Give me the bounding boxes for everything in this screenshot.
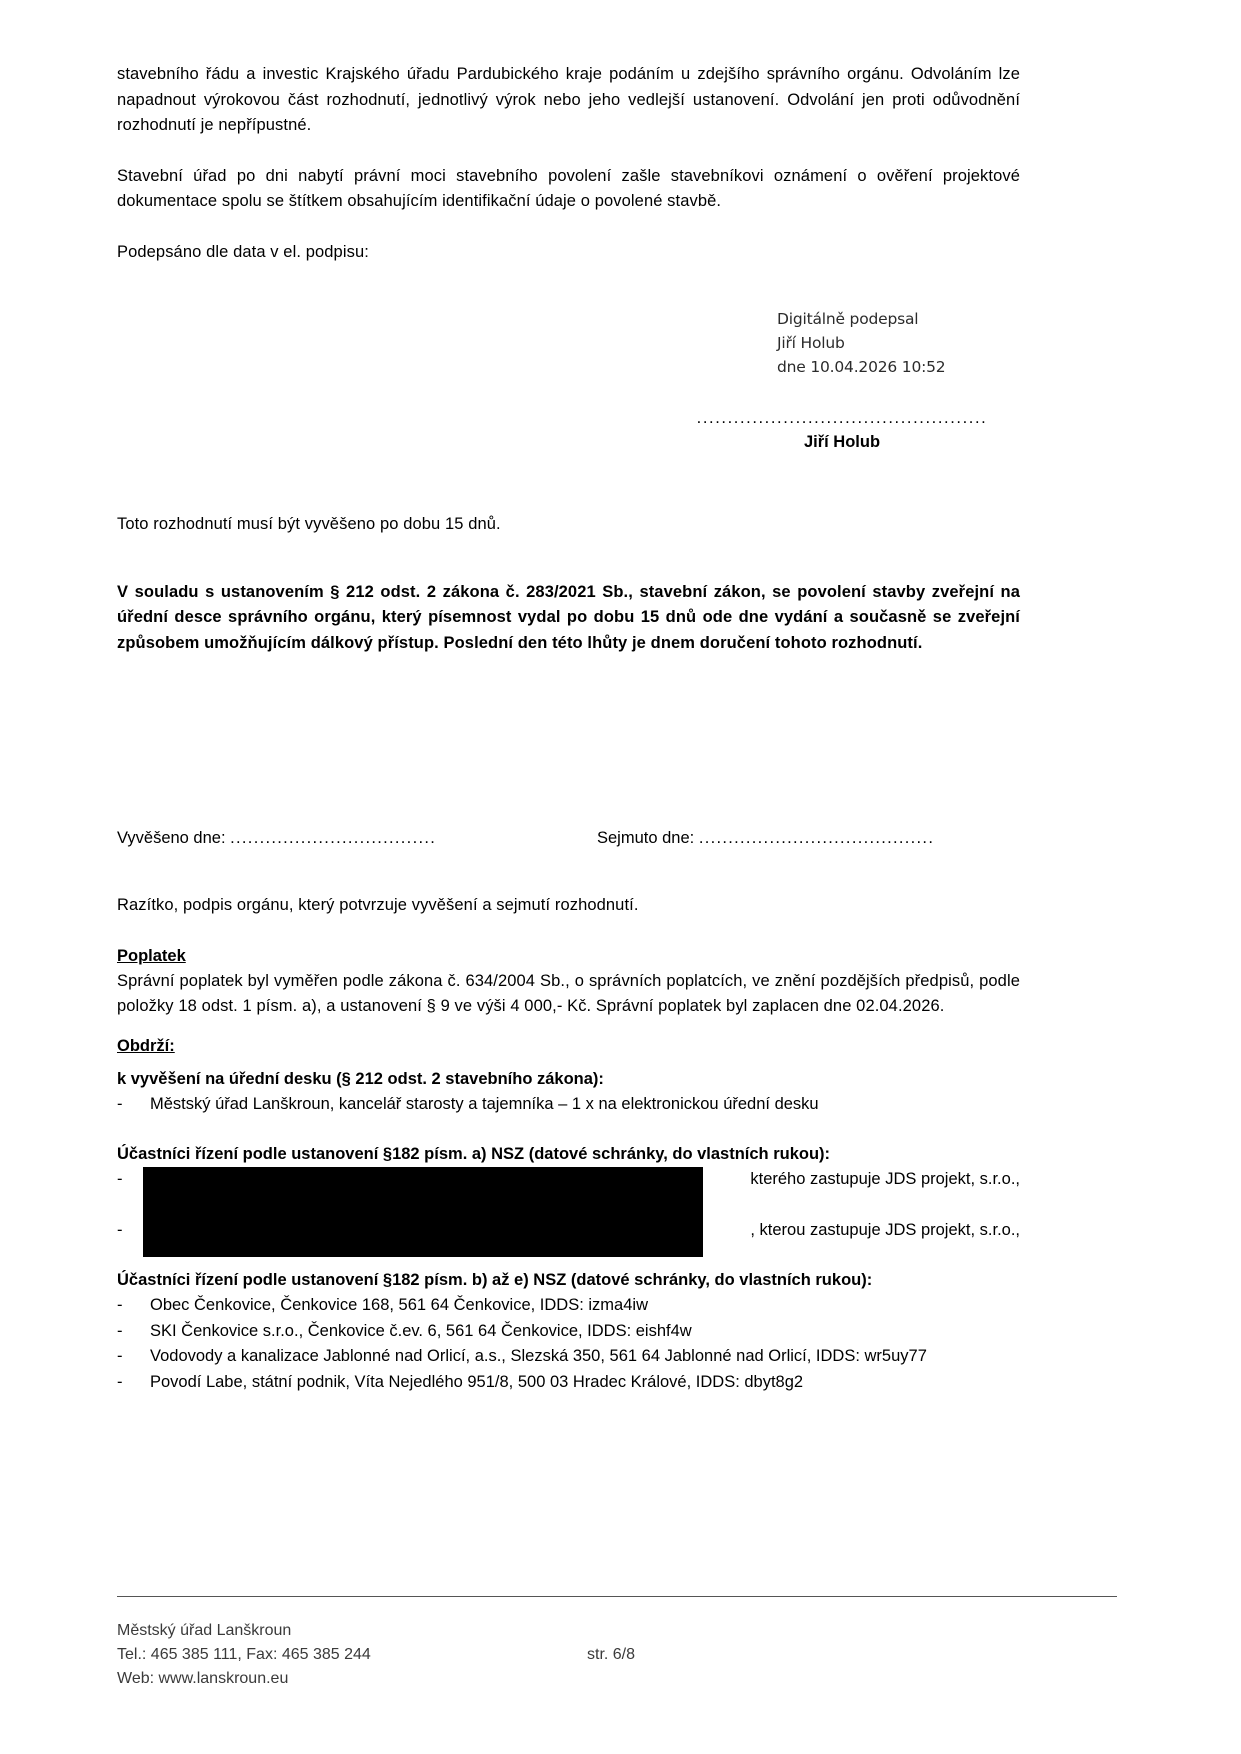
list-item-label: Městský úřad Lanškroun, kancelář starosty a tajemníka – 1 x na elektronickou úřední desku: [150, 1094, 819, 1113]
posted-on-field: [117, 826, 597, 851]
removed-on-field: [597, 826, 1020, 851]
signature-dotted-line: ...............................................: [696, 409, 988, 427]
recipients-section-a-list: [117, 1167, 1020, 1243]
footer-web: Web: www.lanskroun.eu: [117, 1670, 289, 1687]
removed-on-blank: ........................................: [698, 829, 935, 847]
list-item-label: , kterou zastupuje JDS projekt, s.r.o.,: [750, 1220, 1020, 1239]
list-item-label: kterého zastupuje JDS projekt, s.r.o.,: [750, 1170, 1020, 1188]
spacer: [117, 656, 1020, 826]
list-item-label: Vodovody a kanalizace Jablonné nad Orlicí, a.s., Slezská 350, 561 64 Jablonné nad Orlicí, IDDS: wr5uy77: [150, 1347, 927, 1365]
spacer: [117, 139, 1020, 164]
dash-bullet-icon: -: [117, 1170, 123, 1188]
fee-heading: Poplatek: [117, 946, 186, 965]
digital-signature-line-3: dne 10.04.2026 10:52: [777, 358, 946, 376]
footer-contact: Tel.: 465 385 111, Fax: 465 385 244: [117, 1646, 371, 1663]
list-item-label: Povodí Labe, státní podnik, Víta Nejedlého 951/8, 500 03 Hradec Králové, IDDS: dbyt8g2: [150, 1372, 804, 1391]
redaction-bar: [143, 1199, 703, 1257]
list-item: [117, 1092, 1020, 1118]
recipients-section-a-heading: Účastníci řízení podle ustanovení §182 písm. a) NSZ (datové schránky, do vlastních rukou):: [117, 1145, 831, 1163]
list-item: [117, 1319, 1020, 1345]
digital-signature-line-2: Jiří Holub: [777, 334, 845, 352]
posted-on-blank: ...................................: [230, 829, 437, 847]
list-item-label: Obec Čenkovice, Čenkovice 168, 561 64 Čenkovice, IDDS: izma4iw: [150, 1296, 648, 1314]
redaction-bar: [143, 1167, 703, 1199]
paragraph-stamp-signature: Razítko, podpis orgánu, který potvrzuje vyvěšení a sejmutí rozhodnutí.: [117, 896, 639, 914]
paragraph-posting-duration: Toto rozhodnutí musí být vyvěšeno po dobu 15 dnů.: [117, 515, 501, 533]
spacer: [117, 919, 1020, 944]
recipients-notice-heading: k vyvěšení na úřední desku (§ 212 odst. 2 stavebního zákona):: [117, 1069, 604, 1088]
paragraph-documentation-notice: Stavební úřad po dni nabytí právní moci stavebního povolení zašle stavebníkovi oznámení o ověření projektové dokumentace spolu se štítkem obsahujícím identifikační údaje o povolené stavbě.: [117, 166, 1020, 210]
spacer: [117, 215, 1020, 240]
footer-page-number: str. 6/8: [587, 1646, 636, 1663]
list-item-label: SKI Čenkovice s.r.o., Čenkovice č.ev. 6, 561 64 Čenkovice, IDDS: eishf4w: [150, 1321, 692, 1340]
footer-text: [117, 1619, 1117, 1691]
dash-bullet-icon: -: [117, 1321, 123, 1340]
list-item: [117, 1344, 1020, 1370]
paragraph-publication-rule: V souladu s ustanovením § 212 odst. 2 zákona č. 283/2021 Sb., stavební zákon, se povolení stavby zveřejní na úřední desce správního orgánu, který písemnost vydal po dobu 15 dnů ode dne vydání a současně se zveřejní způsobem umožňujícím dálkový přístup. Poslední den této lhůty je dnem doručení tohoto rozhodnutí.: [117, 582, 1020, 652]
dash-bullet-icon: -: [117, 1347, 123, 1365]
digital-signature-line-1: Digitálně podepsal: [777, 310, 919, 328]
spacer: [117, 1059, 1020, 1067]
spacer: [117, 538, 1020, 580]
posted-on-label: Vyvěšeno dne:: [117, 829, 226, 847]
list-item: [117, 1293, 1020, 1319]
page-footer: [117, 1596, 1117, 1691]
recipients-section-be-heading: Účastníci řízení podle ustanovení §182 písm. b) až e) NSZ (datové schránky, do vlastních rukou):: [117, 1271, 873, 1289]
paragraph-appeal-instructions: stavebního řádu a investic Krajského úřadu Pardubického kraje podáním u zdejšího správního orgánu. Odvoláním lze napadnout výrokovou část rozhodnutí, jednotlivý výrok nebo jeho vedlejší ustanovení. Odvolání jen proti odůvodnění rozhodnutí je nepřípustné.: [117, 65, 1020, 134]
fee-text: Správní poplatek byl vyměřen podle zákona č. 634/2004 Sb., o správních poplatcích, ve znění pozdějších předpisů, podle položky 18 odst. 1 písm. a), a ustanovení § 9 ve výši 4 000,- Kč. Správní poplatek byl zaplacen dne 02.04.2026.: [117, 971, 1020, 1015]
dash-bullet-icon: -: [117, 1296, 123, 1314]
recipients-section-be-list: [117, 1293, 1020, 1395]
recipients-notice-list: [117, 1092, 1020, 1118]
spacer: [117, 851, 1020, 893]
spacer: [117, 452, 1020, 512]
digital-signature-block: [777, 307, 1020, 379]
posting-dates-row: [117, 826, 1020, 851]
recipients-heading: Obdrží:: [117, 1036, 175, 1055]
dash-bullet-icon: -: [117, 1094, 123, 1113]
document-content: [117, 62, 1020, 1395]
footer-divider: [117, 1596, 1117, 1597]
list-item: [117, 1370, 1020, 1396]
paragraph-signed-per-edata: Podepsáno dle data v el. podpisu:: [117, 242, 369, 261]
signatory-name: Jiří Holub: [803, 433, 881, 451]
dash-bullet-icon: -: [117, 1372, 123, 1391]
spacer: [117, 265, 1020, 307]
footer-office: Městský úřad Lanškroun: [117, 1622, 292, 1639]
dash-bullet-icon: -: [117, 1220, 123, 1239]
spacer: [117, 1020, 1020, 1034]
signature-line-area: [117, 409, 1020, 452]
spacer: [117, 1117, 1020, 1142]
removed-on-label: Sejmuto dne:: [597, 829, 695, 847]
